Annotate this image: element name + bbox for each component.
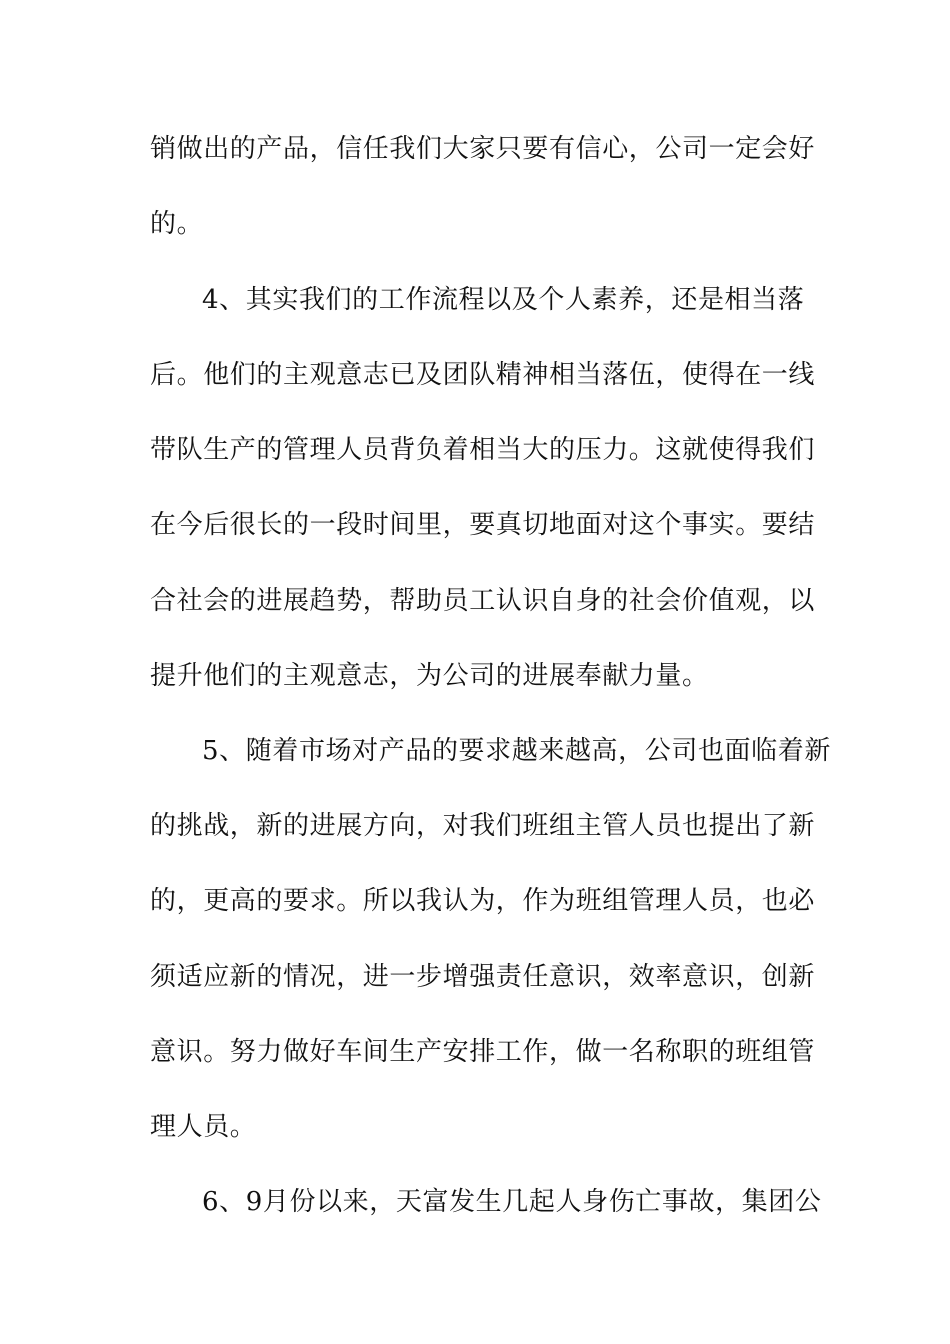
text-line: 的挑战，新的进展方向，对我们班组主管人员也提出了新: [150, 811, 816, 841]
text-line: 后。他们的主观意志已及团队精神相当落伍，使得在一线: [150, 360, 816, 390]
text-line: 合社会的进展趋势，帮助员工认识自身的社会价值观，以: [150, 586, 816, 616]
text-line: 带队生产的管理人员背负着相当大的压力。这就使得我们: [150, 435, 816, 465]
text-line: 须适应新的情况，进一步增强责任意识，效率意识，创新: [150, 962, 816, 992]
text-line: 提升他们的主观意志，为公司的进展奉献力量。: [150, 661, 709, 691]
text-line: 意识。努力做好车间生产安排工作，做一名称职的班组管: [150, 1037, 816, 1067]
text-line: 销做出的产品，信任我们大家只要有信心，公司一定会好: [150, 134, 816, 164]
paragraph-5-start: 5、随着市场对产品的要求越来越高，公司也面临着新: [202, 736, 831, 766]
paragraph-4-start: 4、其实我们的工作流程以及个人素养，还是相当落: [202, 285, 805, 315]
text-line: 理人员。: [150, 1112, 257, 1142]
paragraph-6-start: 6、9月份以来，天富发生几起人身伤亡事故，集团公: [202, 1187, 822, 1217]
text-line: 的。: [150, 209, 204, 239]
text-line: 的，更高的要求。所以我认为，作为班组管理人员，也必: [150, 886, 816, 916]
text-line: 在今后很长的一段时间里，要真切地面对这个事实。要结: [150, 510, 816, 540]
